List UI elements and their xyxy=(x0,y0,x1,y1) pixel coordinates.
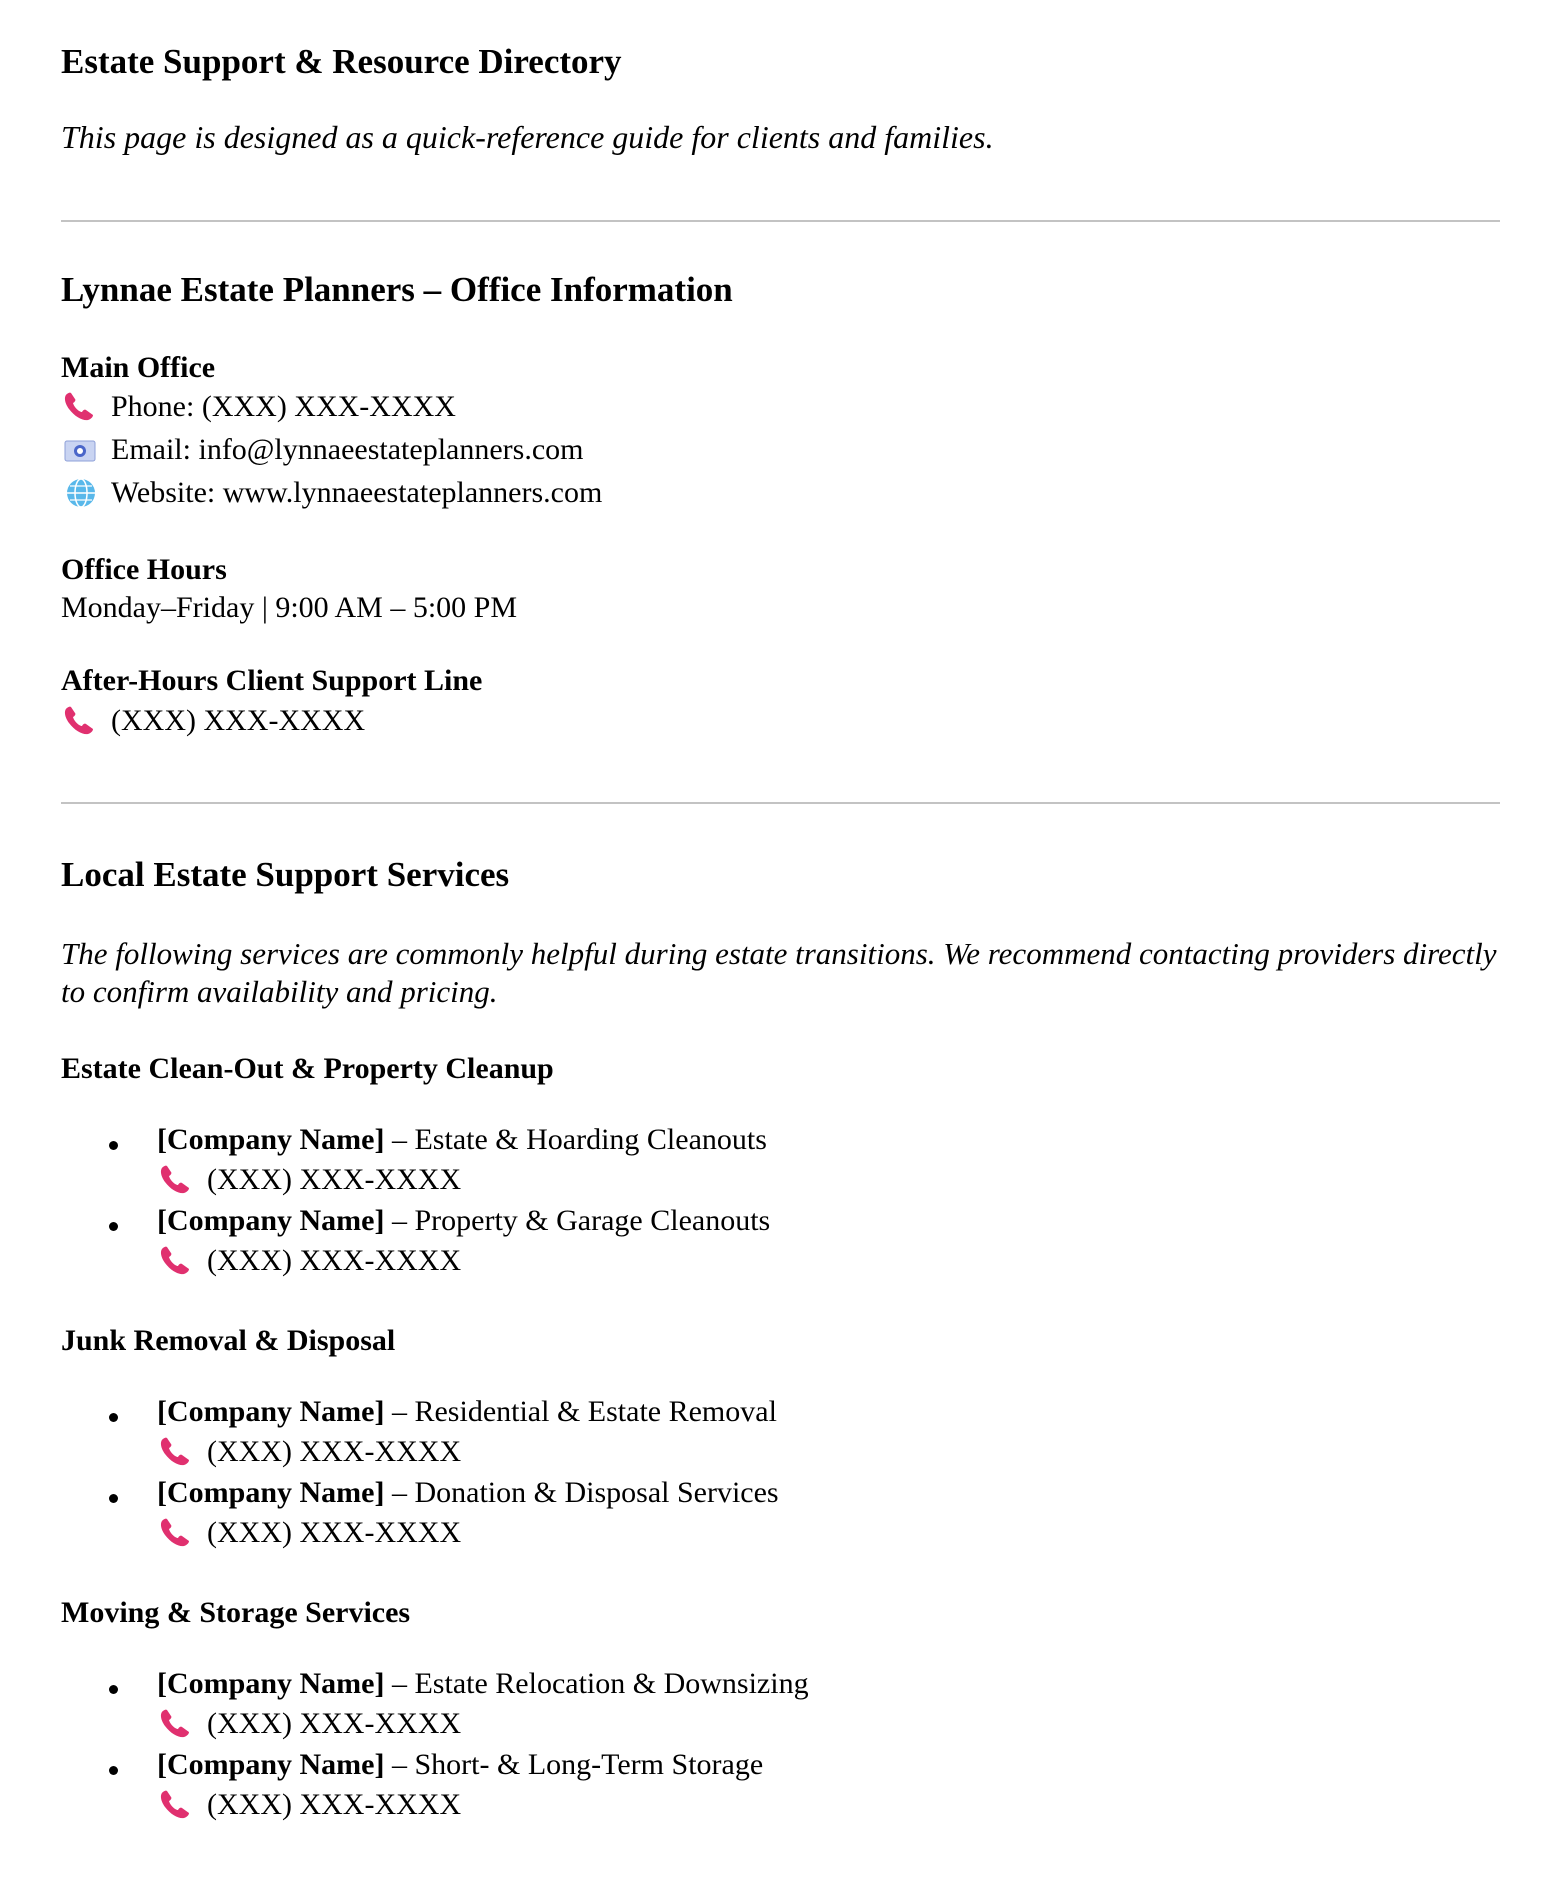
service-description: – Property & Garage Cleanouts xyxy=(384,1204,771,1237)
category-heading: Estate Clean-Out & Property Cleanup xyxy=(61,1052,554,1085)
office-hours-value: Monday–Friday | 9:00 AM – 5:00 PM xyxy=(61,591,518,624)
service-description: – Short- & Long-Term Storage xyxy=(384,1748,764,1781)
bullet-icon xyxy=(109,1413,118,1422)
divider xyxy=(61,802,1500,804)
service-description: – Estate Relocation & Downsizing xyxy=(384,1667,809,1700)
main-office-phone-text: Phone: (XXX) XXX-XXXX xyxy=(111,390,456,423)
bullet-icon xyxy=(109,1494,118,1503)
company-name: [Company Name] xyxy=(157,1748,385,1781)
after-hours-phone xyxy=(61,704,365,738)
list-item-phone xyxy=(157,1707,461,1741)
company-name: [Company Name] xyxy=(157,1204,385,1237)
phone-number: (XXX) XXX-XXXX xyxy=(207,1707,462,1740)
company-name: [Company Name] xyxy=(157,1123,385,1156)
telephone-receiver-icon xyxy=(157,1163,197,1197)
phone-number: (XXX) XXX-XXXX xyxy=(207,1788,462,1821)
list-item-title xyxy=(157,1204,770,1238)
telephone-receiver-icon xyxy=(157,1516,197,1550)
after-hours-label: After-Hours Client Support Line xyxy=(61,664,483,697)
bullet-icon xyxy=(109,1766,118,1775)
service-description: – Estate & Hoarding Cleanouts xyxy=(384,1123,767,1156)
category-heading: Moving & Storage Services xyxy=(61,1596,411,1629)
page-intro: This page is designed as a quick-reference guide for clients and families. xyxy=(61,119,994,155)
list-item-phone xyxy=(157,1163,461,1197)
office-section-heading: Lynnae Estate Planners – Office Information xyxy=(61,270,733,309)
main-office-website[interactable] xyxy=(61,476,602,510)
company-name: [Company Name] xyxy=(157,1476,385,1509)
page-title: Estate Support & Resource Directory xyxy=(61,42,622,81)
bullet-icon xyxy=(109,1222,118,1231)
telephone-receiver-icon xyxy=(157,1435,197,1469)
services-intro: The following services are commonly helpful during estate transitions. We recommend contacting providers directly to confirm availability and pricing. xyxy=(61,936,1497,1009)
list-item-title xyxy=(157,1476,779,1510)
list-item-phone xyxy=(157,1788,461,1822)
telephone-receiver-icon xyxy=(61,390,101,424)
list-item-title xyxy=(157,1395,777,1429)
divider xyxy=(61,220,1500,222)
main-office-website-text: Website: www.lynnaeestateplanners.com xyxy=(111,476,603,509)
list-item-phone xyxy=(157,1516,461,1550)
main-office-email[interactable] xyxy=(61,433,583,467)
bullet-icon xyxy=(109,1685,118,1694)
list-item-phone xyxy=(157,1244,461,1278)
telephone-receiver-icon xyxy=(157,1788,197,1822)
list-item-phone xyxy=(157,1435,461,1469)
after-hours-phone-text: (XXX) XXX-XXXX xyxy=(111,704,366,737)
office-hours-label: Office Hours xyxy=(61,553,227,586)
phone-number: (XXX) XXX-XXXX xyxy=(207,1163,462,1196)
list-item-title xyxy=(157,1748,763,1782)
globe-icon xyxy=(61,476,101,510)
phone-number: (XXX) XXX-XXXX xyxy=(207,1435,462,1468)
main-office-email-text: Email: info@lynnaeestateplanners.com xyxy=(111,433,584,466)
company-name: [Company Name] xyxy=(157,1395,385,1428)
phone-number: (XXX) XXX-XXXX xyxy=(207,1244,462,1277)
main-office-label: Main Office xyxy=(61,351,216,384)
list-item-title xyxy=(157,1123,767,1157)
company-name: [Company Name] xyxy=(157,1667,385,1700)
telephone-receiver-icon xyxy=(61,704,101,738)
telephone-receiver-icon xyxy=(157,1244,197,1278)
services-section-heading: Local Estate Support Services xyxy=(61,855,510,894)
envelope-icon xyxy=(61,433,101,467)
phone-number: (XXX) XXX-XXXX xyxy=(207,1516,462,1549)
telephone-receiver-icon xyxy=(157,1707,197,1741)
main-office-phone xyxy=(61,390,456,424)
service-description: – Donation & Disposal Services xyxy=(384,1476,779,1509)
bullet-icon xyxy=(109,1141,118,1150)
service-description: – Residential & Estate Removal xyxy=(384,1395,777,1428)
list-item-title xyxy=(157,1667,809,1701)
category-heading: Junk Removal & Disposal xyxy=(61,1324,396,1357)
